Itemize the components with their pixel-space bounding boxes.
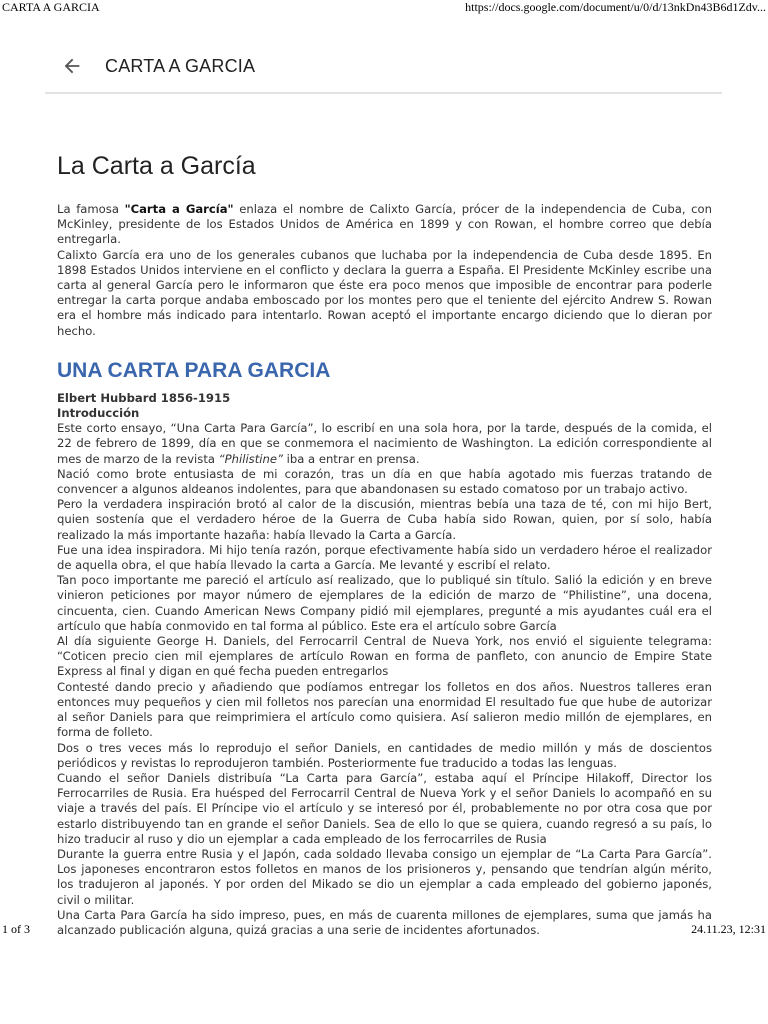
intro-bold-title: "Carta a García" xyxy=(124,202,234,216)
print-header-title: CARTA A GARCIA xyxy=(2,0,100,14)
arrow-left-icon[interactable] xyxy=(61,55,83,77)
body-text: Este corto ensayo, “Una Carta Para García”, lo escribí en una sola hora, por la tarde, después de la comida, el 22 de febrero de 1899, día en que se conmemora el nacimiento de Washington. La edición correspondiente al mes de marzo de la revista xyxy=(57,421,712,466)
body-paragraph: Contesté dando precio y añadiendo que podíamos entregar los folletos en dos años. Nuestros talleres eran entonces muy pequeños y cien mil folletos nos parecían una enormidad El resultado fue que hube de autorizar al señor Daniels para que reimprimiera el artículo como quisiera. Así salieron medio millón de ejemplares, en forma de folleto. xyxy=(57,679,712,740)
print-footer xyxy=(0,922,768,938)
body-paragraph: Tan poco importante me pareció el artículo así realizado, que lo publiqué sin título. Salió la edición y en breve vinieron peticiones por mayor número de ejemplares de la edición de marzo de “Philistine”, una docena, cincuenta, cien. Cuando American News Company pidió mil ejemplares, pregunté a mis ayudantes cuál era el artículo que había conmovido en tal forma al público. Este era el artículo sobre García xyxy=(57,573,712,633)
intro-text: enlaza el nombre de Calixto García, prócer de la independencia de Cuba, con McKinley, presidente de los Estados Unidos de América en 1899 y con Rowan, el hombre correo que debía entregarla. xyxy=(57,202,712,247)
print-header xyxy=(0,0,768,16)
document-body xyxy=(57,150,712,938)
body-paragraph: Dos o tres veces más lo reprodujo el señor Daniels, en cantidades de medio millón y más de doscientos periódicos y revistas lo reprodujeron también. Posteriormente fue traducido a todas las lenguas. xyxy=(57,740,712,770)
body-text: iba a entrar en prensa. xyxy=(282,451,420,466)
intro-label: Introducción xyxy=(57,406,140,421)
intro-paragraph-2: Calixto García era uno de los generales cubanos que luchaba por la independencia de Cuba desde 1895. En 1898 Estados Unidos interviene en el conflicto y declara la guerra a España. El Presidente McKinley escribe una carta al general García pero le informaron que éste era poco menos que imposible de encontrar para poderle entregar la carta porque andaba emboscado por los montes pero que el teniente del ejército Andrew S. Rowan era el hombre más indicado para intentarlo. Rowan aceptó el importante encargo diciendo que lo dieran por hecho. xyxy=(57,247,712,338)
print-header-url: https://docs.google.com/document/u/0/d/13nkDn43B6d1Zdv... xyxy=(465,0,766,14)
body-paragraph: Pero la verdadera inspiración brotó al calor de la discusión, mientras bebía una taza de té, con mi hijo Bert, quien sostenía que el verdadero héroe de la Guerra de Cuba había sido Rowan, quien, por sí solo, había realizado la más importante hazaña: había llevado la Carta a García. xyxy=(57,497,712,542)
body-paragraph: Una Carta Para García ha sido impreso, pues, en más de cuarenta millones de ejemplares, suma que jamás ha alcanzado publicación alguna, quizá gracias a una serie de incidentes afortunados. xyxy=(57,907,712,937)
page-number: 1 of 3 xyxy=(2,922,30,936)
intro-text: La famosa xyxy=(57,202,125,216)
body-paragraph: Al día siguiente George H. Daniels, del Ferrocarril Central de Nueva York, nos envió el siguiente telegrama: “Coticen precio cien mil ejemplares de artículo Rowan en forma de panfleto, con anuncio de Empire State Express al final y digan en qué fecha pueden entregarlos xyxy=(57,634,712,679)
intro-paragraph-1 xyxy=(57,202,712,248)
print-datetime: 24.11.23, 12:31 xyxy=(691,922,766,936)
body-paragraph: Fue una idea inspiradora. Mi hijo tenía razón, porque efectivamente había sido un verdadero héroe el realizador de aquella obra, el que había llevado la carta a García. Me levanté y escribí el relato. xyxy=(57,542,712,573)
body-paragraph: Cuando el señor Daniels distribuía “La Carta para García”, estaba aquí el Príncipe Hilakoff, Director los Ferrocarriles de Rusia. Era huésped del Ferrocarril Central de Nueva York y el señor Daniels lo acompañó en su viaje a través del país. El Príncipe vio el artículo y se interesó por él, probablemente no por otra cosa que por estarlo distribuyendo tan en grande el señor Daniels. Sea de ello lo que se quiera, cuando regresó a su país, lo hizo traducir al ruso y dio un ejemplar a cada empleado de los ferrocarriles de Rusia xyxy=(57,770,712,846)
body-paragraph-1 xyxy=(57,421,712,467)
topbar-title: CARTA A GARCIA xyxy=(105,56,256,76)
body-paragraph: Nació como brote entusiasta de mi corazón, tras un día en que había agotado mis fuerzas tratando de convencer a algunos aldeanos indolentes, para que abandonasen su estado comatoso por un trabajo activo. xyxy=(57,466,712,497)
document-title: La Carta a García xyxy=(57,152,256,180)
magazine-name: “Philistine” xyxy=(218,451,283,466)
author-line: Elbert Hubbard 1856-1915 xyxy=(57,390,231,405)
document-topbar xyxy=(45,44,722,94)
body-paragraph: Durante la guerra entre Rusia y el Japón, cada soldado llevaba consigo un ejemplar de “La Carta Para García”. Los japoneses encontraron estos folletos en manos de los prisioneros y, pensando que tendrían algún mérito, los tradujeron al japonés. Y por orden del Mikado se dio un ejemplar a cada empleado del gobierno japonés, civil o militar. xyxy=(57,846,712,907)
section-heading: UNA CARTA PARA GARCIA xyxy=(57,358,331,382)
